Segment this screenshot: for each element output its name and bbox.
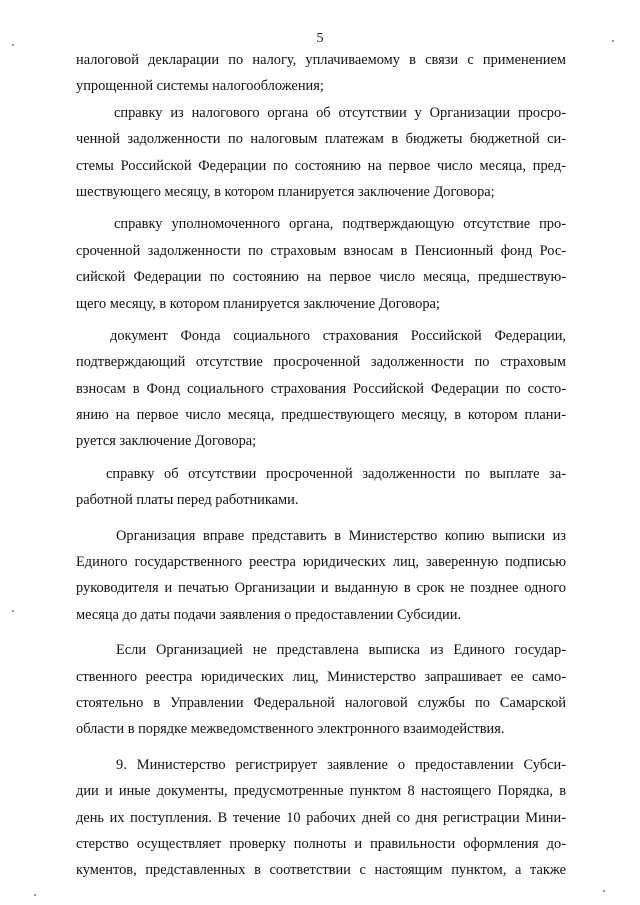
text-line: области в порядке межведомственного электронного взаимодействия. [76,721,505,738]
text-line: документ Фонда социального страхования Российской Федерации, [110,327,566,344]
paragraph-tax-declaration [76,47,566,100]
paragraph-social-insurance-document [76,323,566,455]
text-line: Если Организацией не представлена выписка из Единого государ- [116,642,566,659]
text-line: руется заключение Договора; [76,433,257,450]
scan-speck [34,894,36,896]
scan-speck [12,610,14,612]
text-line: Единого государственного реестра юридических лиц, заверенную подписью [76,554,566,571]
text-line: справку уполномоченного органа, подтверждающую отсутствие про- [114,216,566,233]
text-line: упрощенной системы налогообложения; [76,78,324,95]
text-line: янию на первое число месяца, предшествующего месяцу, в котором плани- [76,407,566,424]
text-line: подтверждающий отсутствие просроченной задолженности по страховым [76,354,566,371]
document-body [76,47,566,884]
paragraph-pension-fund-certificate [76,211,566,317]
text-line: кументов, представленных в соответствии с настоящим пунктом, а также [76,862,566,879]
text-line: месяца до даты подачи заявления о предоставлении Субсидии. [76,606,462,623]
text-line: справку из налогового органа об отсутствии у Организации просро- [114,104,566,121]
text-line: взносам в Фонд социального страхования Российской Федерации по состо- [76,380,566,397]
text-line: справку об отсутствии просроченной задолженности по выплате за- [106,465,566,482]
text-line: дии и иные документы, предусмотренные пунктом 8 настоящего Порядка, в [76,783,566,800]
scan-speck [603,890,605,892]
paragraph-item-9-registration [76,752,566,884]
text-line: стоятельно в Управлении Федеральной налоговой службы по Самарской [76,694,566,711]
text-line: стемы Российской Федерации по состоянию на первое число месяца, пред- [76,157,566,174]
text-line: Организация вправе представить в Министерство копию выписки из [116,527,566,544]
paragraph-wage-arrears-certificate [76,461,566,514]
scan-speck [12,44,14,46]
text-line: сроченной задолженности по страховым взносам в Пенсионный фонд Рос- [76,242,566,259]
scan-speck [612,40,614,42]
text-line: работной платы перед работниками. [76,492,299,509]
text-line: ственного реестра юридических лиц, Министерство запрашивает ее само- [76,668,566,685]
text-line: стерство осуществляет проверку полноты и правильности оформления до- [76,835,566,852]
paragraph-ministry-request [76,637,566,743]
text-line: налоговой декларации по налогу, уплачиваемому в связи с применением [76,52,566,68]
text-line: шествующего месяцу, в котором планируется заключение Договора; [76,183,495,200]
text-line: день их поступления. В течение 10 рабочих дней со дня регистрации Мини- [76,809,566,826]
page-number: 5 [316,31,324,46]
text-line: ченной задолженности по налоговым платежам в бюджеты бюджетной си- [76,131,566,148]
text-line: руководителя и печатью Организации и выданную в срок не позднее одного [76,580,566,597]
paragraph-registry-extract-option [76,523,566,629]
paragraph-tax-authority-certificate [76,100,566,206]
text-line: 9. Министерство регистрирует заявление о предоставлении Субси- [116,756,566,773]
text-line: щего месяцу, в котором планируется заключение Договора; [76,295,440,312]
text-line: сийской Федерации по состоянию на первое число месяца, предшествую- [76,269,566,286]
